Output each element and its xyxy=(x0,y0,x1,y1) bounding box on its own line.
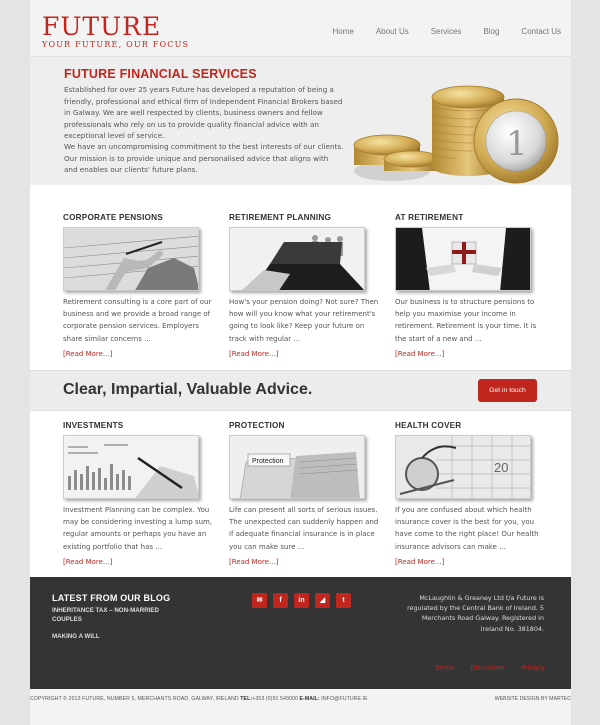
social-links xyxy=(252,593,351,608)
at-retirement-image xyxy=(395,227,531,291)
logo[interactable]: FUTURE xyxy=(42,12,162,41)
nav-about[interactable]: About Us xyxy=(375,27,409,36)
card-text: If you are confused about which health insurance cover is the best for you, you have come to the right place! Our health insurance advisors can make ... xyxy=(395,506,539,551)
nav-home[interactable]: Home xyxy=(332,27,354,36)
service-card-at-retirement xyxy=(395,213,545,358)
logo-tagline: YOUR FUTURE, OUR FOCUS xyxy=(42,40,190,49)
email-address[interactable]: INFO@FUTURE.IE xyxy=(321,696,368,702)
rss-icon[interactable]: ◢ xyxy=(315,593,330,608)
read-more-link[interactable]: [Read More...] xyxy=(395,557,445,566)
service-card-protection xyxy=(229,421,379,566)
legal-links xyxy=(419,664,545,672)
investments-image xyxy=(63,435,199,499)
nav-services[interactable]: Services xyxy=(430,27,462,36)
card-text: Our business is to structure pensions to help you maximise your income in retirement. Retirement is your time. It is the start of a new and ... xyxy=(395,298,537,343)
page xyxy=(30,0,571,725)
designer-credit[interactable]: WEBSITE DESIGN BY MARTEC xyxy=(494,696,571,702)
nav-blog[interactable]: Blog xyxy=(483,27,500,36)
card-title: AT RETIREMENT xyxy=(395,213,464,222)
copyright-text xyxy=(30,696,368,702)
card-text: Life can present all sorts of serious issues. The unexpected can suddenly happen and if adequate financial insurance is in place you can make sure ... xyxy=(229,506,379,551)
read-more-link[interactable]: [Read More...] xyxy=(229,349,279,358)
twitter-icon[interactable]: t xyxy=(336,593,351,608)
card-title: CORPORATE PENSIONS xyxy=(63,213,163,222)
health-cover-image xyxy=(395,435,531,499)
read-more-link[interactable]: [Read More...] xyxy=(63,349,113,358)
linkedin-icon[interactable]: in xyxy=(294,593,309,608)
terms-link[interactable]: Terms xyxy=(434,664,455,672)
copyright-address: COPYRIGHT © 2013 FUTURE, NUMBER 5, MERCHANTS ROAD, GALWAY, IRELAND xyxy=(30,696,239,702)
site-footer xyxy=(30,577,571,689)
hero-section xyxy=(30,56,571,185)
svg-text:20: 20 xyxy=(494,460,509,475)
card-text: Investment Planning can be complex. You may be considering investing a lump sum, regular amounts or perhaps you have an existing portfolio that has ... xyxy=(63,506,213,551)
get-in-touch-button[interactable]: Get in touch xyxy=(478,379,537,402)
hero-paragraph-1: Established for over 25 years Future has developed a reputation of being a friendly, professional and ethical firm of Independent Financial Brokers based in Galway. We are well respected by clients, business owners and fellow professionals who rely on us to provide quality financial advice with an exceptional level of service. xyxy=(64,85,343,140)
card-text: How's your pension doing? Not sure? Then how will you know what your retirement's going to look like? Keep your future on track with regular ... xyxy=(229,298,379,343)
advice-band xyxy=(30,370,571,411)
site-header xyxy=(30,0,571,56)
read-more-link[interactable]: [Read More...] xyxy=(229,557,279,566)
hero-paragraph-2: We have an uncompromising commitment to the best interests of our clients. Our mission is to provide unique and personalised advice that aligns with and enables our clients' future plans. xyxy=(64,142,344,174)
card-text: Retirement consulting is a core part of our business and we provide a broad range of corporate pension services. Employers share similar concerns ... xyxy=(63,298,212,343)
disclaimer-link[interactable]: Disclaimer xyxy=(470,664,506,672)
hero-title: FUTURE FINANCIAL SERVICES xyxy=(64,67,257,81)
nav-contact[interactable]: Contact Us xyxy=(521,27,561,36)
blog-post-link[interactable]: INHERITANCE TAX – NON-MARRIED COUPLES xyxy=(52,607,160,623)
blog-heading: LATEST FROM OUR BLOG xyxy=(52,593,171,603)
facebook-icon[interactable]: f xyxy=(273,593,288,608)
protection-folder-label: Protection xyxy=(252,458,284,465)
email-label: E-MAIL: xyxy=(299,696,320,702)
read-more-link[interactable]: [Read More...] xyxy=(395,349,445,358)
blog-post-link[interactable]: MAKING A WILL xyxy=(52,633,100,640)
tel-label: TEL: xyxy=(240,696,253,702)
privacy-link[interactable]: Privacy xyxy=(521,664,545,672)
advice-headline: Clear, Impartial, Valuable Advice. xyxy=(63,381,313,398)
corporate-pensions-image xyxy=(63,227,199,291)
services-section xyxy=(30,185,571,577)
svg-text:1: 1 xyxy=(506,124,528,164)
card-title: RETIREMENT PLANNING xyxy=(229,213,332,222)
registration-text: McLaughlin & Greaney Ltd t/a Future is regulated by the Central Bank of Ireland. 5 Merchants Road Galway. Registered in Ireland No. 381804. xyxy=(407,594,544,633)
main-nav xyxy=(310,27,561,36)
email-icon[interactable]: ✉ xyxy=(252,593,267,608)
service-card-retirement-planning xyxy=(229,213,379,358)
read-more-link[interactable]: [Read More...] xyxy=(63,557,113,566)
service-card-corporate-pensions xyxy=(63,213,213,358)
coins-image xyxy=(348,61,568,185)
protection-image xyxy=(229,435,365,499)
retirement-planning-image xyxy=(229,227,365,291)
card-title: PROTECTION xyxy=(229,421,285,430)
card-title: INVESTMENTS xyxy=(63,421,124,430)
service-card-health-cover xyxy=(395,421,545,566)
card-title: HEALTH COVER xyxy=(395,421,462,430)
service-card-investments xyxy=(63,421,213,566)
phone-number: +353 (0)91 549000 xyxy=(252,696,298,702)
